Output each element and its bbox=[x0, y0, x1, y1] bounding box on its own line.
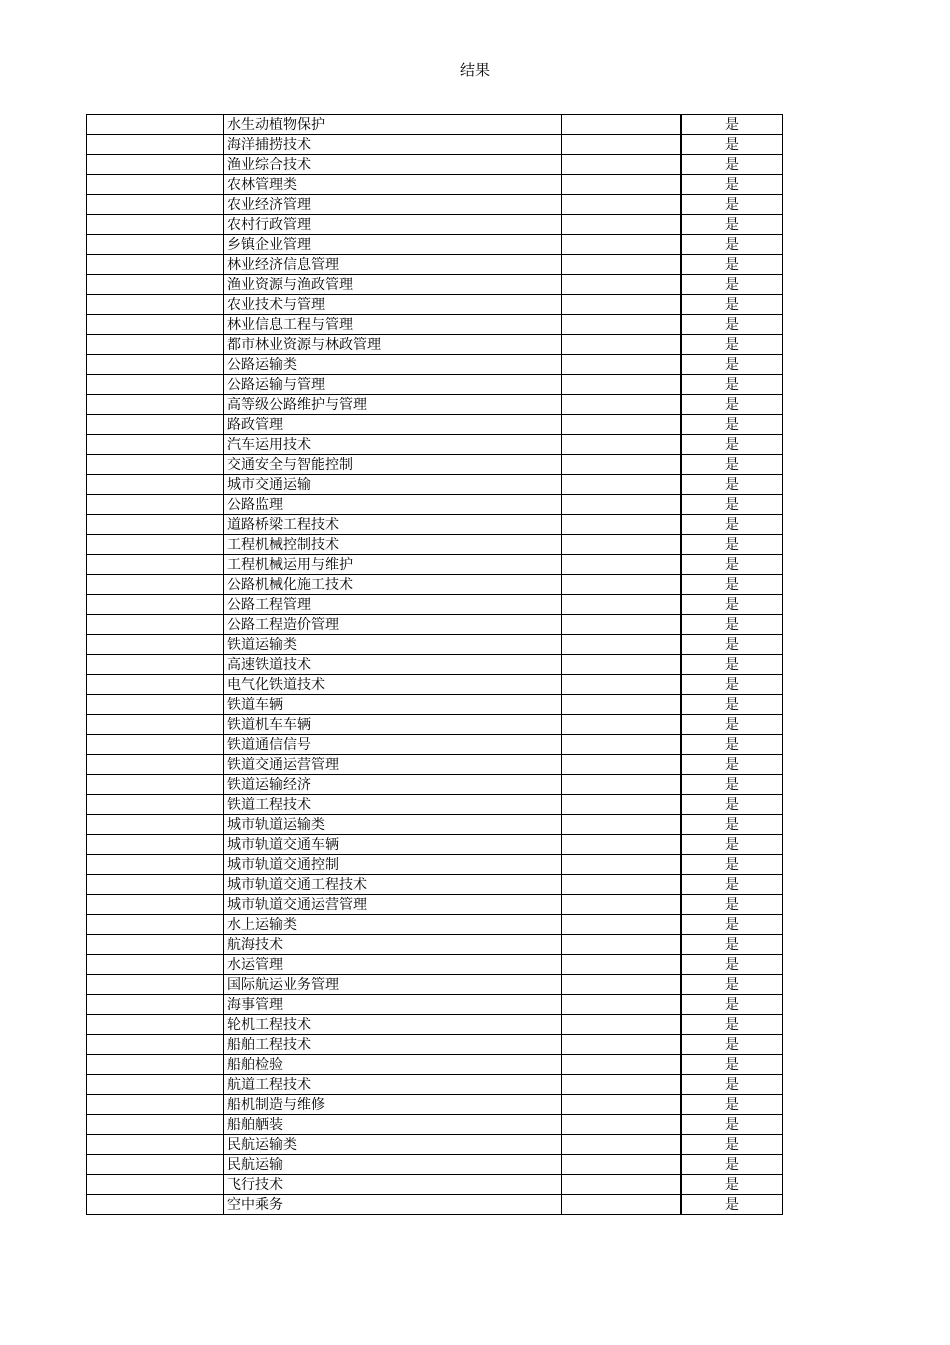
blank-cell bbox=[87, 1155, 224, 1175]
blank-cell bbox=[87, 835, 224, 855]
table-row bbox=[87, 1155, 783, 1175]
major-name-cell: 铁道运输经济 bbox=[224, 775, 562, 795]
major-name-cell: 交通安全与智能控制 bbox=[224, 455, 562, 475]
table-row bbox=[87, 255, 783, 275]
major-name-cell: 航道工程技术 bbox=[224, 1075, 562, 1095]
major-name-cell: 公路运输与管理 bbox=[224, 375, 562, 395]
table-row bbox=[87, 415, 783, 435]
table-row bbox=[87, 1075, 783, 1095]
blank-cell bbox=[562, 415, 682, 435]
major-name-cell: 飞行技术 bbox=[224, 1175, 562, 1195]
blank-cell bbox=[562, 215, 682, 235]
major-name-cell: 电气化铁道技术 bbox=[224, 675, 562, 695]
blank-cell bbox=[562, 935, 682, 955]
blank-cell bbox=[562, 595, 682, 615]
table-row bbox=[87, 595, 783, 615]
major-name-cell: 城市轨道运输类 bbox=[224, 815, 562, 835]
blank-cell bbox=[562, 735, 682, 755]
result-value-cell: 是 bbox=[681, 175, 783, 195]
blank-cell bbox=[562, 555, 682, 575]
result-value-cell: 是 bbox=[681, 935, 783, 955]
table-row bbox=[87, 635, 783, 655]
result-value-cell: 是 bbox=[681, 815, 783, 835]
result-value-cell: 是 bbox=[681, 195, 783, 215]
major-name-cell: 汽车运用技术 bbox=[224, 435, 562, 455]
blank-cell bbox=[87, 655, 224, 675]
blank-cell bbox=[87, 895, 224, 915]
major-name-cell: 水运管理 bbox=[224, 955, 562, 975]
major-name-cell: 海事管理 bbox=[224, 995, 562, 1015]
table-row bbox=[87, 1175, 783, 1195]
result-value-cell: 是 bbox=[681, 215, 783, 235]
result-value-cell: 是 bbox=[681, 1195, 783, 1215]
table-row bbox=[87, 395, 783, 415]
blank-cell bbox=[87, 1175, 224, 1195]
blank-cell bbox=[87, 975, 224, 995]
major-name-cell: 海洋捕捞技术 bbox=[224, 135, 562, 155]
blank-cell bbox=[562, 515, 682, 535]
result-value-cell: 是 bbox=[681, 615, 783, 635]
result-value-cell: 是 bbox=[681, 1175, 783, 1195]
blank-cell bbox=[562, 775, 682, 795]
table-row bbox=[87, 875, 783, 895]
table-row bbox=[87, 935, 783, 955]
blank-cell bbox=[562, 1095, 682, 1115]
table-row bbox=[87, 355, 783, 375]
blank-cell bbox=[562, 895, 682, 915]
blank-cell bbox=[87, 915, 224, 935]
blank-cell bbox=[87, 955, 224, 975]
blank-cell bbox=[87, 595, 224, 615]
table-row bbox=[87, 715, 783, 735]
table-row bbox=[87, 815, 783, 835]
table-row bbox=[87, 675, 783, 695]
result-value-cell: 是 bbox=[681, 735, 783, 755]
result-value-cell: 是 bbox=[681, 115, 783, 135]
blank-cell bbox=[87, 375, 224, 395]
major-name-cell: 国际航运业务管理 bbox=[224, 975, 562, 995]
result-value-cell: 是 bbox=[681, 515, 783, 535]
blank-cell bbox=[562, 135, 682, 155]
result-value-cell: 是 bbox=[681, 1155, 783, 1175]
table-row bbox=[87, 855, 783, 875]
blank-cell bbox=[87, 775, 224, 795]
table-row bbox=[87, 115, 783, 135]
blank-cell bbox=[562, 1135, 682, 1155]
blank-cell bbox=[562, 855, 682, 875]
blank-cell bbox=[87, 235, 224, 255]
blank-cell bbox=[87, 715, 224, 735]
major-name-cell: 铁道通信信号 bbox=[224, 735, 562, 755]
blank-cell bbox=[87, 395, 224, 415]
table-row bbox=[87, 1115, 783, 1135]
result-value-cell: 是 bbox=[681, 1055, 783, 1075]
table-row bbox=[87, 575, 783, 595]
blank-cell bbox=[562, 815, 682, 835]
blank-cell bbox=[562, 835, 682, 855]
major-name-cell: 工程机械运用与维护 bbox=[224, 555, 562, 575]
blank-cell bbox=[87, 175, 224, 195]
result-value-cell: 是 bbox=[681, 315, 783, 335]
blank-cell bbox=[87, 1135, 224, 1155]
blank-cell bbox=[562, 875, 682, 895]
blank-cell bbox=[562, 795, 682, 815]
result-value-cell: 是 bbox=[681, 975, 783, 995]
result-value-cell: 是 bbox=[681, 495, 783, 515]
blank-cell bbox=[562, 615, 682, 635]
blank-cell bbox=[562, 475, 682, 495]
table-row bbox=[87, 455, 783, 475]
major-name-cell: 工程机械控制技术 bbox=[224, 535, 562, 555]
table-row bbox=[87, 775, 783, 795]
major-name-cell: 公路监理 bbox=[224, 495, 562, 515]
blank-cell bbox=[562, 1075, 682, 1095]
blank-cell bbox=[87, 535, 224, 555]
major-name-cell: 铁道车辆 bbox=[224, 695, 562, 715]
blank-cell bbox=[562, 455, 682, 475]
blank-cell bbox=[87, 1035, 224, 1055]
blank-cell bbox=[87, 255, 224, 275]
table-row bbox=[87, 295, 783, 315]
blank-cell bbox=[562, 915, 682, 935]
result-value-cell: 是 bbox=[681, 875, 783, 895]
blank-cell bbox=[562, 375, 682, 395]
blank-cell bbox=[87, 1055, 224, 1075]
major-name-cell: 道路桥梁工程技术 bbox=[224, 515, 562, 535]
blank-cell bbox=[562, 355, 682, 375]
table-row bbox=[87, 515, 783, 535]
blank-cell bbox=[87, 415, 224, 435]
blank-cell bbox=[562, 435, 682, 455]
major-name-cell: 水生动植物保护 bbox=[224, 115, 562, 135]
blank-cell bbox=[562, 275, 682, 295]
blank-cell bbox=[87, 795, 224, 815]
blank-cell bbox=[87, 1075, 224, 1095]
result-value-cell: 是 bbox=[681, 755, 783, 775]
result-value-cell: 是 bbox=[681, 995, 783, 1015]
result-value-cell: 是 bbox=[681, 715, 783, 735]
major-name-cell: 公路机械化施工技术 bbox=[224, 575, 562, 595]
result-table bbox=[86, 114, 783, 1215]
table-row bbox=[87, 895, 783, 915]
blank-cell bbox=[87, 735, 224, 755]
blank-cell bbox=[562, 1035, 682, 1055]
result-value-cell: 是 bbox=[681, 235, 783, 255]
blank-cell bbox=[87, 475, 224, 495]
major-name-cell: 民航运输类 bbox=[224, 1135, 562, 1155]
major-name-cell: 高等级公路维护与管理 bbox=[224, 395, 562, 415]
result-value-cell: 是 bbox=[681, 335, 783, 355]
result-value-cell: 是 bbox=[681, 635, 783, 655]
blank-cell bbox=[562, 1015, 682, 1035]
result-value-cell: 是 bbox=[681, 1115, 783, 1135]
result-value-cell: 是 bbox=[681, 455, 783, 475]
major-name-cell: 船舶检验 bbox=[224, 1055, 562, 1075]
result-value-cell: 是 bbox=[681, 435, 783, 455]
blank-cell bbox=[562, 115, 682, 135]
major-name-cell: 渔业资源与渔政管理 bbox=[224, 275, 562, 295]
result-value-cell: 是 bbox=[681, 135, 783, 155]
blank-cell bbox=[562, 635, 682, 655]
blank-cell bbox=[87, 855, 224, 875]
major-name-cell: 水上运输类 bbox=[224, 915, 562, 935]
blank-cell bbox=[87, 315, 224, 335]
result-value-cell: 是 bbox=[681, 255, 783, 275]
blank-cell bbox=[87, 1115, 224, 1135]
blank-cell bbox=[87, 135, 224, 155]
blank-cell bbox=[87, 495, 224, 515]
major-name-cell: 轮机工程技术 bbox=[224, 1015, 562, 1035]
page-title: 结果 bbox=[459, 61, 490, 79]
table-row bbox=[87, 555, 783, 575]
blank-cell bbox=[87, 815, 224, 835]
major-name-cell: 铁道工程技术 bbox=[224, 795, 562, 815]
result-value-cell: 是 bbox=[681, 595, 783, 615]
table-row bbox=[87, 655, 783, 675]
result-value-cell: 是 bbox=[681, 695, 783, 715]
blank-cell bbox=[562, 955, 682, 975]
blank-cell bbox=[87, 935, 224, 955]
blank-cell bbox=[87, 995, 224, 1015]
blank-cell bbox=[87, 455, 224, 475]
blank-cell bbox=[87, 215, 224, 235]
blank-cell bbox=[562, 175, 682, 195]
blank-cell bbox=[562, 575, 682, 595]
table-row bbox=[87, 315, 783, 335]
table-row bbox=[87, 475, 783, 495]
table-row bbox=[87, 275, 783, 295]
table-row bbox=[87, 995, 783, 1015]
major-name-cell: 船机制造与维修 bbox=[224, 1095, 562, 1115]
result-value-cell: 是 bbox=[681, 1015, 783, 1035]
blank-cell bbox=[562, 255, 682, 275]
table-row bbox=[87, 1195, 783, 1215]
table-row bbox=[87, 955, 783, 975]
blank-cell bbox=[562, 155, 682, 175]
blank-cell bbox=[562, 295, 682, 315]
result-value-cell: 是 bbox=[681, 895, 783, 915]
result-value-cell: 是 bbox=[681, 355, 783, 375]
major-name-cell: 公路工程造价管理 bbox=[224, 615, 562, 635]
blank-cell bbox=[562, 495, 682, 515]
result-value-cell: 是 bbox=[681, 655, 783, 675]
table-row bbox=[87, 435, 783, 455]
major-name-cell: 林业经济信息管理 bbox=[224, 255, 562, 275]
table-row bbox=[87, 235, 783, 255]
blank-cell bbox=[87, 1195, 224, 1215]
major-name-cell: 铁道机车车辆 bbox=[224, 715, 562, 735]
result-value-cell: 是 bbox=[681, 475, 783, 495]
major-name-cell: 空中乘务 bbox=[224, 1195, 562, 1215]
blank-cell bbox=[562, 755, 682, 775]
blank-cell bbox=[87, 515, 224, 535]
table-row bbox=[87, 175, 783, 195]
blank-cell bbox=[87, 575, 224, 595]
result-value-cell: 是 bbox=[681, 375, 783, 395]
blank-cell bbox=[87, 1015, 224, 1035]
major-name-cell: 高速铁道技术 bbox=[224, 655, 562, 675]
major-name-cell: 城市交通运输 bbox=[224, 475, 562, 495]
blank-cell bbox=[562, 395, 682, 415]
blank-cell bbox=[87, 635, 224, 655]
result-value-cell: 是 bbox=[681, 855, 783, 875]
table-row bbox=[87, 155, 783, 175]
result-value-cell: 是 bbox=[681, 535, 783, 555]
blank-cell bbox=[562, 1155, 682, 1175]
major-name-cell: 城市轨道交通车辆 bbox=[224, 835, 562, 855]
table-row bbox=[87, 915, 783, 935]
table-row bbox=[87, 215, 783, 235]
major-name-cell: 船舶工程技术 bbox=[224, 1035, 562, 1055]
blank-cell bbox=[87, 875, 224, 895]
blank-cell bbox=[87, 295, 224, 315]
result-value-cell: 是 bbox=[681, 835, 783, 855]
result-value-cell: 是 bbox=[681, 395, 783, 415]
major-name-cell: 航海技术 bbox=[224, 935, 562, 955]
result-value-cell: 是 bbox=[681, 415, 783, 435]
table-row bbox=[87, 1135, 783, 1155]
blank-cell bbox=[87, 615, 224, 635]
result-value-cell: 是 bbox=[681, 555, 783, 575]
result-value-cell: 是 bbox=[681, 775, 783, 795]
blank-cell bbox=[562, 235, 682, 255]
blank-cell bbox=[87, 335, 224, 355]
blank-cell bbox=[562, 995, 682, 1015]
blank-cell bbox=[562, 975, 682, 995]
result-value-cell: 是 bbox=[681, 1135, 783, 1155]
major-name-cell: 农林管理类 bbox=[224, 175, 562, 195]
major-name-cell: 城市轨道交通控制 bbox=[224, 855, 562, 875]
major-name-cell: 铁道交通运营管理 bbox=[224, 755, 562, 775]
table-body bbox=[87, 115, 783, 1215]
result-value-cell: 是 bbox=[681, 795, 783, 815]
table-row bbox=[87, 195, 783, 215]
blank-cell bbox=[87, 555, 224, 575]
result-value-cell: 是 bbox=[681, 275, 783, 295]
table-row bbox=[87, 135, 783, 155]
blank-cell bbox=[87, 675, 224, 695]
table-row bbox=[87, 835, 783, 855]
major-name-cell: 城市轨道交通工程技术 bbox=[224, 875, 562, 895]
major-name-cell: 公路工程管理 bbox=[224, 595, 562, 615]
major-name-cell: 农业技术与管理 bbox=[224, 295, 562, 315]
major-name-cell: 都市林业资源与林政管理 bbox=[224, 335, 562, 355]
table-row bbox=[87, 695, 783, 715]
blank-cell bbox=[562, 315, 682, 335]
major-name-cell: 船舶舾装 bbox=[224, 1115, 562, 1135]
table-row bbox=[87, 1035, 783, 1055]
table-row bbox=[87, 615, 783, 635]
major-name-cell: 城市轨道交通运营管理 bbox=[224, 895, 562, 915]
blank-cell bbox=[562, 1115, 682, 1135]
blank-cell bbox=[562, 335, 682, 355]
major-name-cell: 农村行政管理 bbox=[224, 215, 562, 235]
result-value-cell: 是 bbox=[681, 915, 783, 935]
major-name-cell: 农业经济管理 bbox=[224, 195, 562, 215]
blank-cell bbox=[87, 435, 224, 455]
table-row bbox=[87, 335, 783, 355]
major-name-cell: 乡镇企业管理 bbox=[224, 235, 562, 255]
result-value-cell: 是 bbox=[681, 575, 783, 595]
major-name-cell: 林业信息工程与管理 bbox=[224, 315, 562, 335]
blank-cell bbox=[87, 695, 224, 715]
table-row bbox=[87, 375, 783, 395]
blank-cell bbox=[87, 115, 224, 135]
table-row bbox=[87, 735, 783, 755]
blank-cell bbox=[87, 355, 224, 375]
result-value-cell: 是 bbox=[681, 1095, 783, 1115]
blank-cell bbox=[562, 535, 682, 555]
table-row bbox=[87, 795, 783, 815]
blank-cell bbox=[87, 1095, 224, 1115]
result-value-cell: 是 bbox=[681, 675, 783, 695]
blank-cell bbox=[562, 195, 682, 215]
table-row bbox=[87, 1095, 783, 1115]
major-name-cell: 公路运输类 bbox=[224, 355, 562, 375]
table-row bbox=[87, 495, 783, 515]
table-row bbox=[87, 755, 783, 775]
major-name-cell: 渔业综合技术 bbox=[224, 155, 562, 175]
blank-cell bbox=[562, 695, 682, 715]
blank-cell bbox=[562, 655, 682, 675]
result-value-cell: 是 bbox=[681, 155, 783, 175]
blank-cell bbox=[562, 675, 682, 695]
table-row bbox=[87, 535, 783, 555]
blank-cell bbox=[562, 1175, 682, 1195]
table-row bbox=[87, 1055, 783, 1075]
major-name-cell: 铁道运输类 bbox=[224, 635, 562, 655]
major-name-cell: 路政管理 bbox=[224, 415, 562, 435]
blank-cell bbox=[562, 1195, 682, 1215]
blank-cell bbox=[562, 1055, 682, 1075]
table-row bbox=[87, 975, 783, 995]
blank-cell bbox=[87, 155, 224, 175]
major-name-cell: 民航运输 bbox=[224, 1155, 562, 1175]
table-row bbox=[87, 1015, 783, 1035]
blank-cell bbox=[562, 715, 682, 735]
blank-cell bbox=[87, 755, 224, 775]
result-value-cell: 是 bbox=[681, 1075, 783, 1095]
blank-cell bbox=[87, 195, 224, 215]
result-value-cell: 是 bbox=[681, 955, 783, 975]
result-value-cell: 是 bbox=[681, 1035, 783, 1055]
blank-cell bbox=[87, 275, 224, 295]
result-value-cell: 是 bbox=[681, 295, 783, 315]
